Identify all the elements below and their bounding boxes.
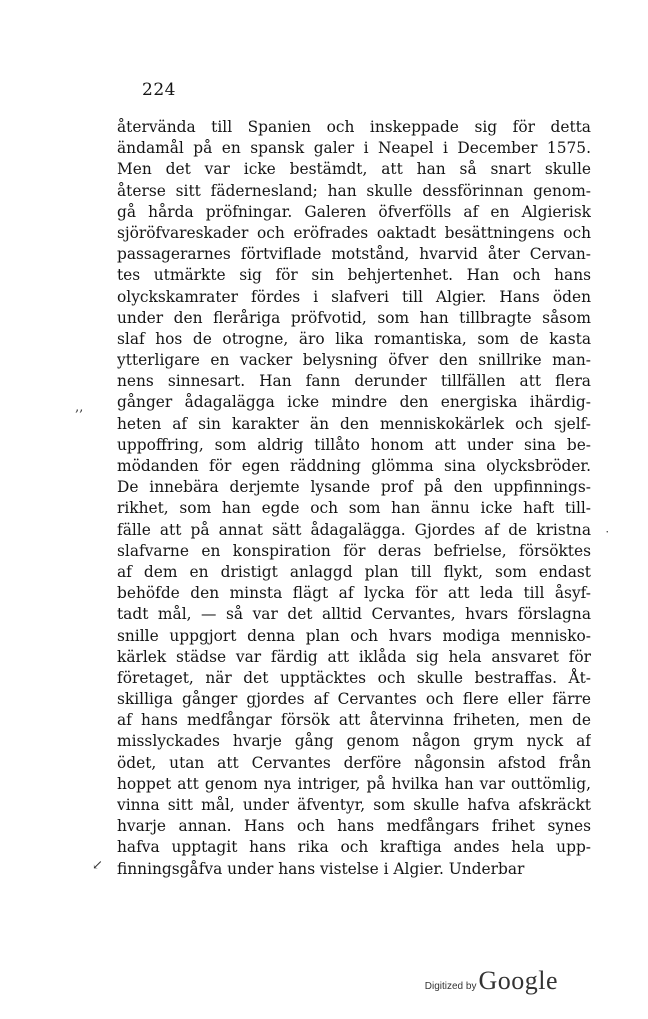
text-line: vinna sitt mål, under äfventyr, som skulle hafva afskräckt xyxy=(117,796,591,814)
margin-mark: ‚‚ xyxy=(75,400,84,415)
text-line: passagerarnes förtviflade motstånd, hvarvid åter Cervan- xyxy=(117,245,591,264)
text-line: snille uppgjort denna plan och hvars modiga mennisko- xyxy=(117,626,591,645)
text-line: gånger ådagalägga icke mindre den energiska ihärdig- xyxy=(117,393,591,412)
text-line: mödanden för egen räddning glömma sina olycksbröder. xyxy=(117,457,591,475)
text-line: De innebära derjemte lysande prof på den uppfinnings- xyxy=(117,478,591,497)
text-line: heten af sin karakter än den menniskokärlek och sjelf- xyxy=(117,414,591,433)
page-number: 224 xyxy=(142,80,176,100)
text-line: behöfde den minsta flägt af lycka för att leda till åsyf- xyxy=(117,584,591,603)
text-line: ändamål på en spansk galer i Neapel i December 1575. xyxy=(117,139,591,158)
text-line: af hans medfångar försök att återvinna friheten, men de xyxy=(117,711,591,730)
text-line: tes utmärkte sig för sin behjertenhet. Han och hans xyxy=(117,266,591,285)
text-line: slaf hos de otrogne, äro lika romantiska, som de kasta xyxy=(117,329,591,348)
text-line: rikhet, som han egde och som han ännu icke haft till- xyxy=(117,499,591,518)
text-line: Men det var icke bestämdt, att han så snart skulle xyxy=(117,160,591,179)
text-line: nens sinnesart. Han fann derunder tillfällen att flera xyxy=(117,372,591,391)
text-line: slafvarne en konspiration för deras befrielse, försöktes xyxy=(117,541,591,560)
margin-mark: ˙ xyxy=(604,530,611,545)
text-line: återvända till Spanien och inskeppade sig för detta xyxy=(117,118,591,136)
watermark-brand: Google xyxy=(478,966,558,995)
text-line: olyckskamrater fördes i slafveri till Algier. Hans öden xyxy=(117,287,591,306)
text-line: tadt mål, — så var det alltid Cervantes, hvars förslagna xyxy=(117,605,591,624)
text-line: gå hårda pröfningar. Galeren öfverfölls af en Algierisk xyxy=(117,202,591,221)
watermark-prefix: Digitized by xyxy=(424,981,477,992)
body-text xyxy=(117,117,591,880)
text-line: hoppet att genom nya intriger, på hvilka han var outtömlig, xyxy=(117,774,591,793)
text-line: fälle att på annat sätt ådagalägga. Gjordes af de kristna xyxy=(117,520,591,539)
text-line: under den fleråriga pröfvotid, som han tillbragte såsom xyxy=(117,308,591,327)
text-line: hafva upptagit hans rika och kraftiga andes hela upp- xyxy=(117,838,591,857)
text-line: företaget, när det upptäcktes och skulle bestraffas. Åt- xyxy=(117,668,591,687)
text-line: ödet, utan att Cervantes derföre någonsin afstod från xyxy=(117,753,591,772)
text-line: skilliga gånger gjordes af Cervantes och flere eller färre xyxy=(117,690,591,709)
text-line: misslyckades hvarje gång genom någon grym nyck af xyxy=(117,732,591,751)
text-line: uppoffring, som aldrig tillåto honom att under sina be- xyxy=(117,435,591,454)
text-line: kärlek städse var färdig att iklåda sig hela ansvaret för xyxy=(117,647,591,666)
text-line: återse sitt fädernesland; han skulle dessförinnan genom- xyxy=(117,181,591,200)
text-line: finningsgåfva under hans vistelse i Algier. Underbar xyxy=(117,859,525,878)
text-line: sjöröfvareskader och eröfrades oaktadt besättningens och xyxy=(117,223,591,242)
text-line: hvarje annan. Hans och hans medfångars frihet synes xyxy=(117,817,591,836)
margin-mark: ↙ xyxy=(92,858,103,873)
text-line: ytterligare en vacker belysning öfver den snillrike man- xyxy=(117,351,591,370)
text-line: af dem en dristigt anlaggd plan till flykt, som endast xyxy=(117,562,591,581)
digitized-by-google-watermark xyxy=(425,966,558,996)
